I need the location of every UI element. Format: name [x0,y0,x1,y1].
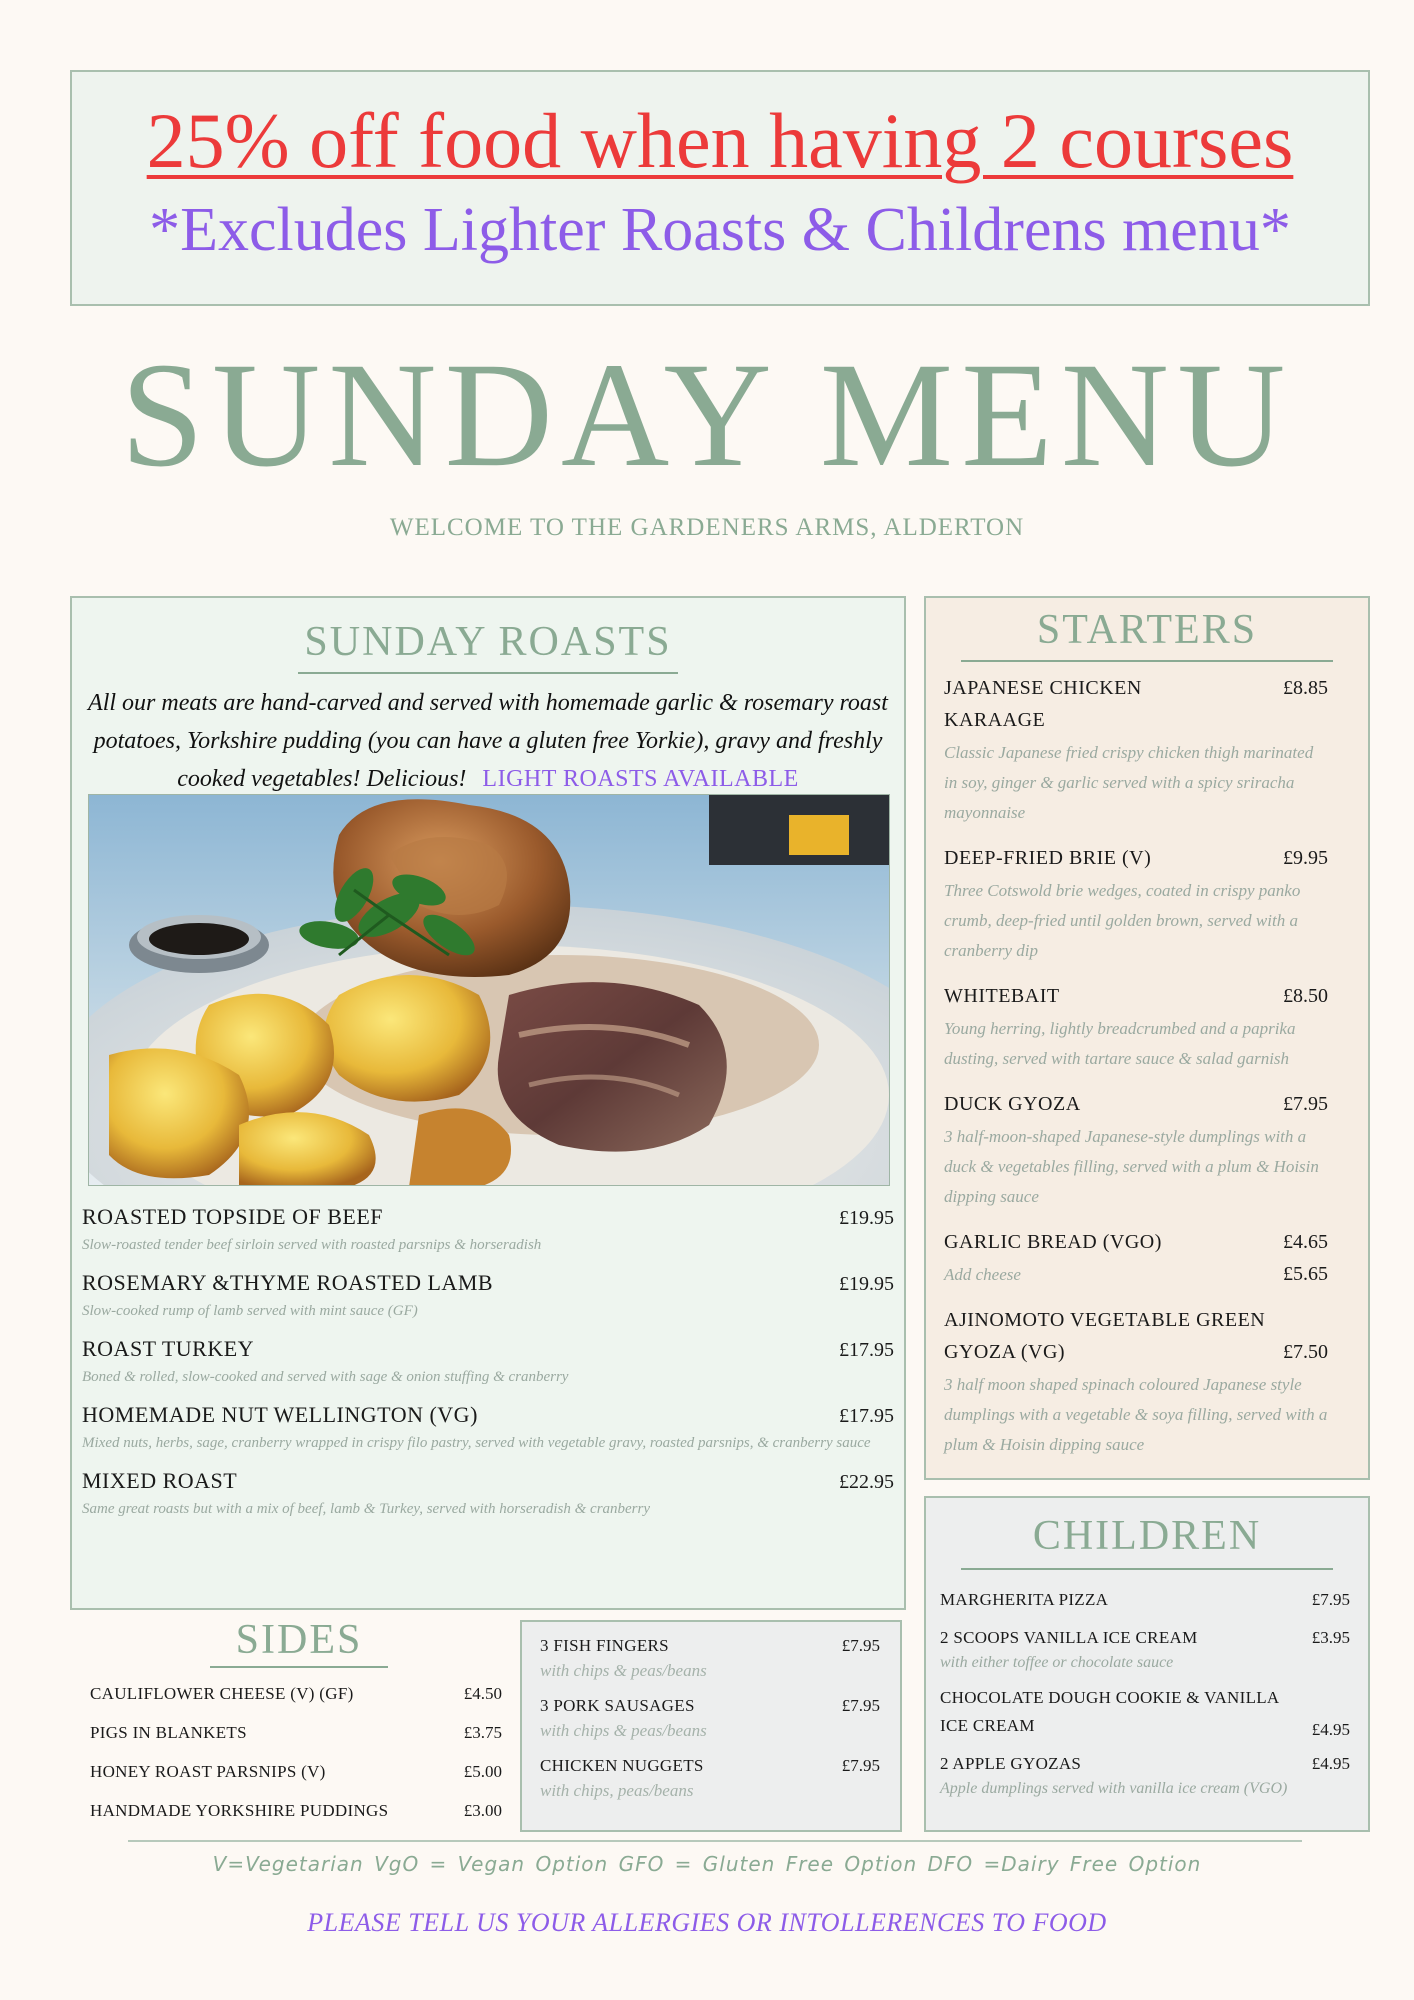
item-description: Classic Japanese fried crispy chicken thigh marinated in soy, ginger & garlic served with a spicy sriracha mayonnaise [944,743,1314,822]
item-name: HANDMADE YORKSHIRE PUDDINGS [90,1801,389,1820]
item-price: £7.95 [1283,1093,1328,1115]
item-description: with chips & peas/beans [540,1661,707,1680]
list-item [944,1088,1328,1212]
item-price: £17.95 [839,1339,894,1361]
starters-list [926,662,1368,1460]
list-item [944,980,1328,1074]
item-name: CHICKEN NUGGETS [540,1756,704,1775]
item-name: 3 PORK SAUSAGES [540,1696,695,1715]
list-item [90,1723,502,1762]
allergy-notice: PLEASE TELL US YOUR ALLERGIES OR INTOLLERENCES TO FOOD [307,1908,1107,1937]
roasts-intro-text: All our meats are hand-carved and served with homemade garlic & rosemary roast potatoes, Yorkshire pudding (you can have a gluten free Yorkie), gravy and freshly cooked vegetables! Delicious! [88,690,888,792]
page-subtitle: WELCOME TO THE GARDENERS ARMS, ALDERTON [389,514,1025,541]
list-item [944,672,1328,828]
item-price: £4.50 [463,1684,502,1703]
item-addon: Add cheese [944,1265,1021,1284]
list-item [940,1750,1350,1800]
item-name: HONEY ROAST PARSNIPS (V) [90,1762,326,1781]
item-price: £3.75 [463,1723,502,1742]
starters-panel [924,596,1370,1480]
children-list [926,1570,1368,1800]
list-item [82,1402,894,1456]
list-item [82,1336,894,1390]
kids-mains-list [522,1622,900,1804]
sunday-roasts-panel [70,596,906,1610]
item-price: £19.95 [839,1273,894,1295]
list-item [90,1684,502,1723]
item-description: Slow-cooked rump of lamb served with mint sauce (GF) [82,1303,418,1319]
item-description: Apple dumplings served with vanilla ice cream (VGO) [940,1780,1288,1797]
light-roasts-label: LIGHT ROASTS AVAILABLE [482,766,799,792]
item-description: 3 half-moon-shaped Japanese-style dumplings with a duck & vegetables filling, served with a plum & Hoisin dipping sauce [944,1127,1319,1206]
item-description: 3 half moon shaped spinach coloured Japanese style dumplings with a vegetable & soya filling, served with a plum & Hoisin dipping sauce [944,1375,1328,1454]
dietary-key: V=Vegetarian VgO = Vegan Option GFO = Gluten Free Option DFO =Dairy Free Option [212,1852,1202,1876]
item-name: AJINOMOTO VEGETABLE GREEN GYOZA (VG) [944,1309,1266,1363]
item-name: MIXED ROAST [82,1468,238,1493]
item-description: Same great roasts but with a mix of beef, lamb & Turkey, served with horseradish & cranberry [82,1501,651,1517]
item-name: HOMEMADE NUT WELLINGTON (VG) [82,1402,478,1427]
item-name: CAULIFLOWER CHEESE (V) (GF) [90,1684,354,1703]
list-item [540,1756,880,1804]
list-item [940,1624,1350,1674]
item-description: Young herring, lightly breadcrumbed and a paprika dusting, served with tartare sauce & salad garnish [944,1019,1296,1068]
item-name: WHITEBAIT [944,985,1060,1007]
item-description: Boned & rolled, slow-cooked and served with sage & onion stuffing & cranberry [82,1369,569,1385]
item-price: £8.85 [1283,677,1328,699]
roast-dinner-illustration [89,795,890,1186]
item-name: ROAST TURKEY [82,1336,255,1361]
list-item [944,1304,1328,1460]
item-price: £22.95 [839,1471,894,1493]
item-description: with chips & peas/beans [540,1721,707,1740]
list-item [540,1696,880,1744]
item-name: MARGHERITA PIZZA [940,1590,1109,1609]
item-name: ROASTED TOPSIDE OF BEEF [82,1204,384,1229]
item-price: £8.50 [1283,985,1328,1007]
item-name: 3 FISH FINGERS [540,1636,669,1655]
item-description: Three Cotswold brie wedges, coated in crispy panko crumb, deep-fried until golden brown, served with a cranberry dip [944,881,1301,960]
page-title: SUNDAY MENU [120,332,1294,498]
item-name: 2 APPLE GYOZAS [940,1754,1082,1773]
item-description: with chips, peas/beans [540,1781,694,1800]
list-item [82,1270,894,1324]
item-price: £4.65 [1283,1231,1328,1253]
item-name: DUCK GYOZA [944,1093,1081,1115]
item-price: £3.95 [1311,1628,1350,1647]
item-name: JAPANESE CHICKEN KARAAGE [944,677,1142,731]
item-name: PIGS IN BLANKETS [90,1723,247,1742]
item-name: DEEP-FRIED BRIE (V) [944,847,1152,869]
list-item [90,1762,502,1801]
item-price: £19.95 [839,1207,894,1229]
roasts-intro [72,674,904,798]
sides-heading: SIDES [235,1617,363,1663]
item-price: £7.95 [1311,1590,1350,1609]
item-price: £4.95 [1311,1720,1350,1739]
item-description: Slow-roasted tender beef sirloin served with roasted parsnips & horseradish [82,1237,542,1253]
item-description: Mixed nuts, herbs, sage, cranberry wrapped in crispy filo pastry, served with vegetable gravy, roasted parsnips, & cranberry sauce [82,1435,871,1451]
item-price: £3.00 [463,1801,502,1820]
item-price: £4.95 [1311,1754,1350,1773]
children-heading: CHILDREN [1032,1513,1262,1559]
starters-heading: STARTERS [1036,607,1258,653]
roast-dinner-photo [88,794,890,1186]
item-name: 2 SCOOPS VANILLA ICE CREAM [940,1628,1198,1647]
list-item [940,1586,1350,1614]
sides-list [90,1684,502,1840]
roast-items-list [82,1204,894,1534]
kids-mains-panel [520,1620,902,1832]
list-item [940,1684,1350,1740]
list-item [90,1801,502,1840]
item-price: £7.95 [841,1636,880,1655]
list-item [944,842,1328,966]
item-price: £5.00 [463,1762,502,1781]
list-item [944,1226,1328,1290]
item-description: with either toffee or chocolate sauce [940,1654,1174,1671]
sides-heading-rule [210,1666,388,1668]
item-price: £7.95 [841,1756,880,1775]
list-item [540,1636,880,1684]
item-name: GARLIC BREAD (VGO) [944,1231,1162,1253]
item-price: £17.95 [839,1405,894,1427]
item-price: £7.95 [841,1696,880,1715]
promo-banner [70,70,1370,306]
footer-divider [128,1840,1302,1842]
promo-exclusions: *Excludes Lighter Roasts & Childrens menu* [149,195,1291,264]
list-item [82,1204,894,1258]
roasts-heading: SUNDAY ROASTS [304,619,672,665]
item-name: CHOCOLATE DOUGH COOKIE & VANILLA ICE CREAM [940,1688,1279,1735]
children-panel [924,1496,1370,1832]
item-addon-price: £5.65 [1283,1263,1328,1285]
item-name: ROSEMARY &THYME ROASTED LAMB [82,1270,494,1295]
promo-discount: 25% off food when having 2 courses [146,97,1294,184]
item-price: £9.95 [1283,847,1328,869]
list-item [82,1468,894,1522]
item-price: £7.50 [1283,1341,1328,1363]
